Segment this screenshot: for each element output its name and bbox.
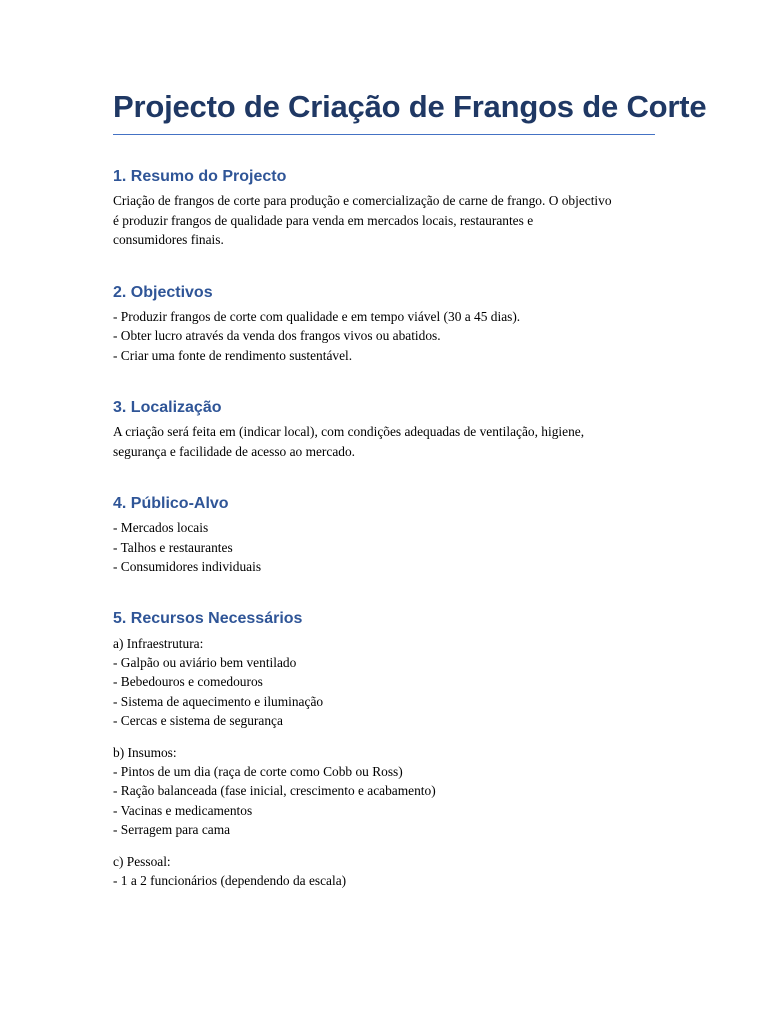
- section-localizacao: [113, 398, 655, 461]
- list-item: - Pintos de um dia (raça de corte como Cobb ou Ross): [113, 764, 403, 780]
- section-resumo: [113, 167, 655, 249]
- subgroup-label: c) Pessoal:: [113, 853, 171, 869]
- subgroup-label: a) Infraestrutura:: [113, 635, 204, 651]
- paragraph-line: segurança e facilidade de acesso ao mercado.: [113, 443, 356, 459]
- list-item: - Consumidores individuais: [113, 559, 262, 574]
- section-recursos: [113, 609, 655, 890]
- section-heading-recursos: 5. Recursos Necessários: [113, 610, 303, 628]
- list-item: - 1 a 2 funcionários (dependendo da escala): [113, 873, 347, 889]
- list-item: - Obter lucro através da venda dos frangos vivos ou abatidos.: [113, 328, 441, 344]
- section-publico-alvo: [113, 494, 655, 576]
- paragraph-line: Criação de frangos de corte para produção e comercialização de carne de frango. O objectivo: [113, 193, 612, 209]
- paragraph-line: consumidores finais.: [113, 232, 224, 248]
- list-item: - Mercados locais: [113, 520, 209, 536]
- document-page: [113, 88, 707, 902]
- list-item: - Produzir frangos de corte com qualidade e em tempo viável (30 a 45 dias).: [113, 308, 521, 324]
- list-item: - Bebedouros e comedouros: [113, 674, 263, 690]
- section-heading-resumo: 1. Resumo do Projecto: [113, 168, 287, 186]
- list-item: - Ração balanceada (fase inicial, crescimento e acabamento): [113, 783, 436, 799]
- subgroup-insumos: [113, 743, 655, 840]
- document-title: Projecto de Criação de Frangos de Corte: [113, 88, 655, 135]
- section-heading-publico-alvo: 4. Público-Alvo: [113, 495, 229, 512]
- list-item: - Cercas e sistema de segurança: [113, 713, 283, 729]
- section-heading-localizacao: 3. Localização: [113, 399, 222, 416]
- subgroup-pessoal: [113, 852, 655, 891]
- list-item: - Serragem para cama: [113, 822, 231, 838]
- list-item: - Talhos e restaurantes: [113, 539, 233, 555]
- list-item: - Sistema de aquecimento e iluminação: [113, 693, 324, 709]
- paragraph-line: é produzir frangos de qualidade para venda em mercados locais, restaurantes e: [113, 212, 534, 228]
- section-objectivos: [113, 283, 655, 365]
- paragraph-line: A criação será feita em (indicar local), com condições adequadas de ventilação, higiene,: [113, 424, 585, 440]
- subgroup-infraestrutura: [113, 634, 655, 731]
- section-heading-objectivos: 2. Objectivos: [113, 283, 213, 301]
- subgroup-label: b) Insumos:: [113, 744, 177, 760]
- list-item: - Criar uma fonte de rendimento sustentável.: [113, 347, 353, 363]
- list-item: - Galpão ou aviário bem ventilado: [113, 655, 297, 670]
- list-item: - Vacinas e medicamentos: [113, 802, 253, 818]
